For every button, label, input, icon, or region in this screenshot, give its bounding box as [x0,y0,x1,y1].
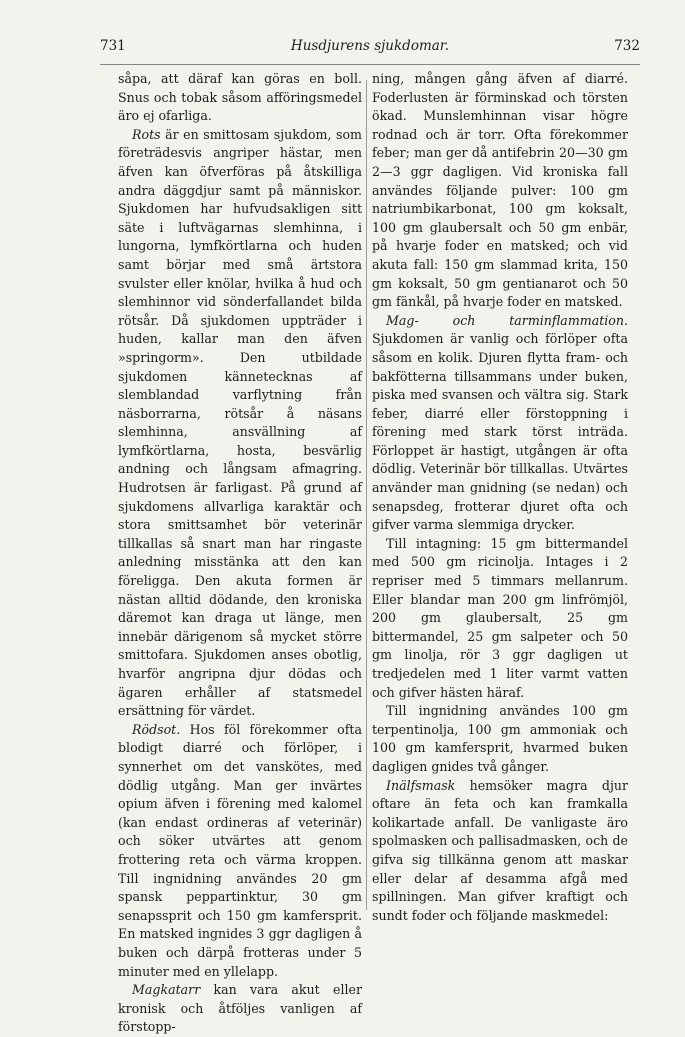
paragraph: Rödsot. Hos föl förekommer ofta blodigt diarré och förlöper, i synnerhet om det vanskötes, med dödlig utgång. Man ger invärtes opium äfven i förening med kalomel (kan endast ordineras af veterinär) och söker utvärtes att genom frottering reta och värma kroppen. Till ingnidning användes 20 gm spansk peppartinktur, 30 gm senapssprit och 150 gm kamfersprit. En matsked ingnides 3 ggr dagligen å buken och därpå frotteras under 5 minuter med en yllelapp. [118,721,362,979]
column-divider [366,80,367,910]
term: Mag- och tarminflammation. [386,312,628,328]
running-title: Husdjurens sjukdomar. [290,38,450,54]
term: Inälfsmask [386,777,456,793]
page-number-right: 732 [614,38,640,54]
left-column [118,70,362,1037]
paragraph: såpa, att däraf kan göras en boll. Snus och tobak såsom afföringsmedel äro ej ofarliga. [118,71,362,124]
term: Magkatarr [132,982,201,998]
header-rule [100,64,640,65]
paragraph: Inälfsmask hemsöker magra djur oftare än feta och kan framkalla kolikartade anfall. De vanligaste äro spolmasken och pallisadmasken, och de gifva sig tillkänna genom att maskar eller delar af desamma afgå med spillningen. Man gifver kraftigt och sundt foder och följande maskmedel: [372,777,628,923]
paragraph: ning, mången gång äfven af diarré. Foderlusten är förminskad och törsten ökad. Munslemhinnan visar högre rodnad och är torr. Ofta förekommer feber; man ger då antifebrin 20—30 gm 2—3 ggr dagligen. Vid kroniska fall användes följande pulver: 100 gm natriumbikarbonat, 100 gm koksalt, 100 gm glaubersalt och 50 gm enbär, på hvarje foder en matsked; och vid akuta fall: 150 gm slammad krita, 150 gm koksalt, 50 gm gentianarot och 50 gm fänkål, på hvarje foder en matsked. [372,71,628,310]
paragraph: Mag- och tarminflammation. Sjukdomen är vanlig och förlöper ofta såsom en kolik. Djuren flytta fram- och bakfötterna tillsammans under buken, piska med svansen och vältra sig. Stark feber, diarré eller förstoppning i förening med stark törst inträda. Förloppet är hastigt, utgången är ofta dödlig. Veterinär bör tillkallas. Utvärtes använder man gnidning (se nedan) och senapsdeg, frotterar djuret ofta och gifver varma slemmiga drycker. [372,312,628,533]
paragraph: Till ingnidning användes 100 gm terpentinolja, 100 gm ammoniak och 100 gm kamfersprit, hvarmed buken dagligen gnides två gånger. [372,703,628,774]
page-number-left: 731 [100,38,126,54]
paragraph: Magkatarr kan vara akut eller kronisk och åtföljes vanligen af förstopp- [118,982,362,1035]
page-header [100,38,640,60]
right-column [372,70,628,925]
term: Rots [132,126,161,142]
term: Rödsot. [132,721,181,737]
paragraph: Rots är en smittosam sjukdom, som företrädesvis angriper hästar, men äfven kan öfverföras på åtskilliga andra däggdjur samt på människor. Sjukdomen har hufvudsakligen sitt säte i luftvägarnas slemhinna, i lungorna, lymfkörtlarna och huden samt börjar med små ärtstora svulster eller knölar, hvilka å hud och slemhinnor vid sönderfallandet bilda rötsår. Då sjukdomen uppträder i huden, kallar man den äfven »springorm». Den utbildade sjukdomen kännetecknas af slemblandad varflytning från näsborrarna, rötsår å näsans slemhinna, ansvällning af lymfkörtlarna, hosta, besvärlig andning och långsam afmagring. Hudrotsen är farligast. På grund af sjukdomens allvarliga karaktär och stora smittsamhet bör veterinär tillkallas så snart man har ringaste anledning misstänka att den kan föreligga. Den akuta formen är nästan alltid dödande, den kroniska däremot kan draga ut länge, men innebär därigenom så mycket större smittofara. Sjukdomen anses obotlig, hvarför angripna djur dödas och ägaren erhåller af statsmedel ersättning för värdet. [118,126,362,719]
paragraph: Till intagning: 15 gm bittermandel med 500 gm ricinolja. Intages i 2 repriser med 5 timmars mellanrum. Eller blandar man 200 gm linfrömjöl, 200 gm glaubersalt, 25 gm bittermandel, 25 gm salpeter och 50 gm linolja, rör 3 ggr dagligen ut tredjedelen med 1 liter varmt vatten och gifver hästen häraf. [372,535,628,700]
